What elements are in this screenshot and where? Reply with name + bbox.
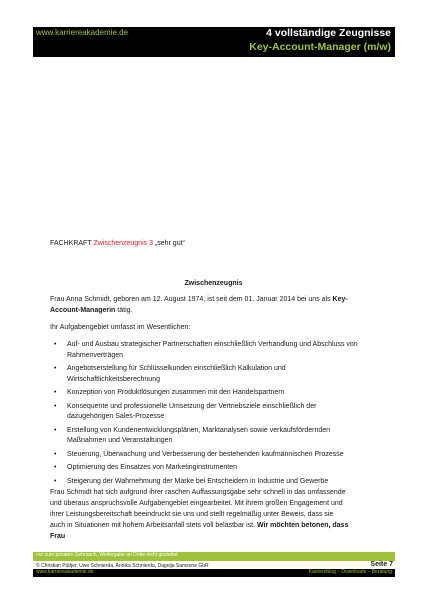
list-item: • Konsequente und professionelle Umsetzung der Vertriebsziele einschließlich der dazugehörigen Sales-Prozesse [50,402,360,423]
document-label [50,240,185,247]
list-item: • Angebotserstellung für Schlüsselkunden einschließlich Kalkulation und Wirtschaftlichkeitsberechnung [50,364,360,385]
footer-url[interactable]: www.karriereakademie.de [36,569,94,575]
closing-text: Frau Schmidt hat sich aufgrund ihrer raschen Auffassungsgabe sehr schnell in das umfassende und überaus anspruchsvolle Aufgabengebiet eingearbeitet. Mit ihrem großen Engagement und ihrer Leistungsbereitschaft beeindruckt sie uns und stellt regelmäßig unter Beweis, dass sie auch in Situationen mit hohem Arbeitsanfall stets voll belastbar ist. [50,489,346,529]
list-item: • Steigerung der Wahrnehmung der Marke bei Entscheidern in Industrie und Gewerbe [50,477,360,488]
list-item: • Erstellung von Kundenentwicklungsplänen, Marktanalysen sowie verkaufsfördernden Maßnahmen und Veranstaltungen [50,426,360,447]
footer-copyright: © Christian Püttjer, Uwe Schnierda, Annika Schnierda, Dagnija Samsone GbR [36,563,209,569]
list-item: • Konzeption von Produktlösungen zusammen mit den Handelspartnern [50,388,360,399]
intro-end: tätig. [115,307,133,314]
intro-bold: Key-Account-Managerin [50,296,348,314]
footer-links[interactable]: Karriereblog – Downloads – Beratung [308,569,392,575]
closing-bold: Wir möchten betonen, dass Frau [50,522,349,540]
header-title-line1: 4 vollständige Zeugnisse [266,27,391,39]
document-heading: Zwischenzeugnis [184,280,243,287]
document-label-prefix: FACHKRAFT [50,240,94,247]
page-number: Seite 7 [370,561,393,568]
header-title-line2: Key-Account-Manager (m/w) [249,41,391,53]
site-url[interactable]: www.karriereakademie.de [36,28,129,37]
footer-bar [33,569,395,577]
document-label-suffix: „sehr gut“ [152,240,185,247]
header-bar [33,27,395,57]
list-item: • Optimierung des Einsatzes von Marketinginstrumenten [50,463,360,474]
document-label-accent: Zwischenzeugnis 3 [93,240,153,247]
intro-paragraph [50,294,350,316]
footer-notice: nur zum privaten Gebrauch, Weitergabe an Dritte nicht gestattet [36,552,178,558]
list-item: • Auf- und Ausbau strategischer Partnerschaften einschließlich Verhandlung und Abschluss von Rahmenverträgen [50,340,360,361]
tasks-intro: Ihr Aufgabengebiet umfasst im Wesentlichen: [50,324,191,331]
closing-paragraph [50,487,350,542]
list-item: • Steuerung, Überwachung und Verbesserung der bestehenden kaufmännischen Prozesse [50,450,360,461]
intro-text: Frau Anna Schmidt, geboren am 12. August 1974, ist seit dem 01. Januar 2014 bei uns als [50,296,333,303]
footer-notice-bar [33,552,395,561]
task-list [50,340,360,490]
